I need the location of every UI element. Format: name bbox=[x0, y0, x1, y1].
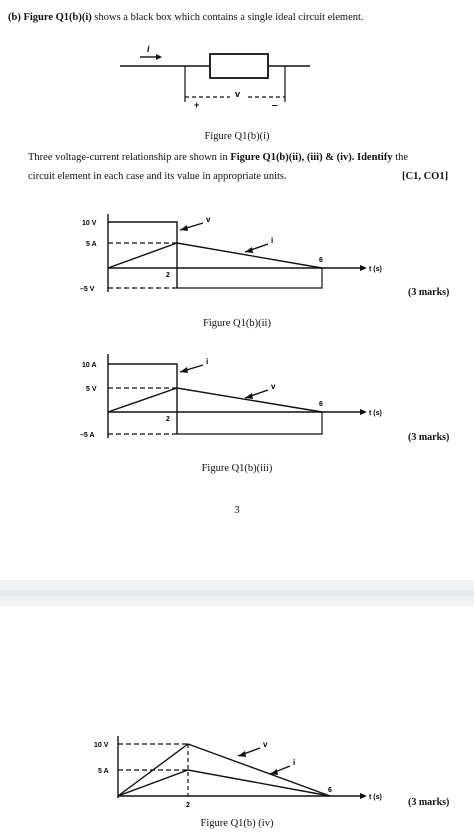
tick-t2: 2 bbox=[166, 416, 170, 423]
current-label: i bbox=[147, 44, 150, 54]
question-intro bbox=[8, 11, 468, 25]
tick-10a: 10 A bbox=[82, 362, 97, 369]
figure-ii-marks: (3 marks) bbox=[408, 287, 450, 298]
figure-i-caption: Figure Q1(b)(i) bbox=[204, 131, 270, 142]
tick-t6: 6 bbox=[319, 401, 323, 408]
page-gap-band bbox=[0, 590, 474, 596]
figure-iii-graph bbox=[60, 350, 410, 445]
plus-sign: + bbox=[194, 100, 200, 110]
tick-neg5v: –5 V bbox=[80, 286, 95, 293]
para-text-bold: Figure Q1(b)(ii), (iii) & (iv). Identify bbox=[230, 152, 393, 163]
minus-sign: – bbox=[272, 100, 278, 111]
figure-i-diagram bbox=[110, 42, 320, 112]
para-text-end: the bbox=[392, 152, 409, 163]
figure-iii-marks: (3 marks) bbox=[408, 432, 450, 443]
tick-t2: 2 bbox=[186, 802, 190, 809]
figure-iv-marks: (3 marks) bbox=[408, 797, 450, 808]
para-text-1: Three voltage-current relationship are shown in bbox=[28, 152, 231, 163]
tick-5a: 5 A bbox=[86, 241, 97, 248]
figure-ii-caption: Figure Q1(b)(ii) bbox=[203, 318, 271, 329]
page-number: 3 bbox=[234, 505, 240, 516]
tick-t6: 6 bbox=[319, 257, 323, 264]
figure-reference: (b) Figure Q1(b)(i) bbox=[8, 12, 92, 23]
clo-tag: [C1, CO1] bbox=[402, 171, 449, 182]
tick-t6: 6 bbox=[328, 787, 332, 794]
curve-label-i: i bbox=[293, 758, 296, 767]
curve-label-i: i bbox=[271, 236, 274, 245]
figure-ii-graph bbox=[60, 210, 410, 300]
curve-label-i: i bbox=[206, 357, 209, 366]
curve-label-v: v bbox=[206, 215, 211, 224]
figure-iii-caption: Figure Q1(b)(iii) bbox=[201, 463, 273, 474]
curve-label-v: v bbox=[263, 740, 268, 749]
tick-5v: 5 V bbox=[86, 386, 97, 393]
tick-10v: 10 V bbox=[94, 742, 109, 749]
axis-label: t (s) bbox=[369, 794, 382, 801]
tick-10v: 10 V bbox=[82, 220, 97, 227]
para-text-2: circuit element in each case and its value in appropriate units. bbox=[28, 171, 287, 182]
intro-text: shows a black box which contains a single ideal circuit element. bbox=[91, 12, 364, 23]
figure-iv-graph bbox=[80, 730, 380, 810]
tick-t2: 2 bbox=[166, 272, 170, 279]
curve-label-v: v bbox=[271, 382, 276, 391]
voltage-label: v bbox=[235, 89, 241, 99]
question-paragraph bbox=[28, 151, 448, 184]
figure-iv-caption: Figure Q1(b) (iv) bbox=[200, 818, 274, 829]
tick-5a: 5 A bbox=[98, 768, 109, 775]
axis-label: t (s) bbox=[369, 266, 382, 273]
axis-label: t (s) bbox=[369, 410, 382, 417]
tick-neg5a: –5 A bbox=[80, 432, 95, 439]
